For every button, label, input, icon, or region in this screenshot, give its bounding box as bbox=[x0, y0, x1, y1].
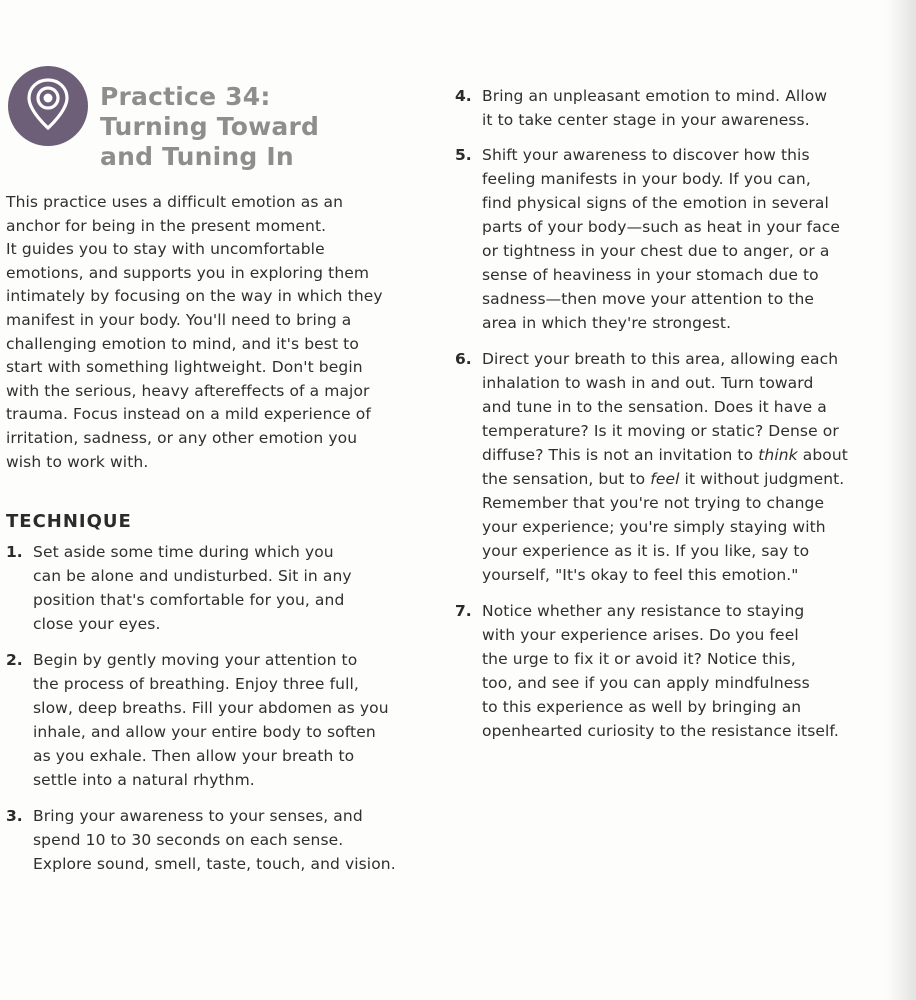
step-line: parts of your body—such as heat in your face bbox=[482, 218, 841, 236]
step-line: it to take center stage in your awareness. bbox=[482, 111, 810, 129]
step-line: sadness—then move your attention to the bbox=[482, 290, 815, 308]
step-line: Bring an unpleasant emotion to mind. Allow bbox=[482, 87, 828, 105]
intro-line: This practice uses a difficult emotion as an bbox=[6, 193, 344, 211]
step-number: 4. bbox=[455, 87, 472, 105]
intro-line: emotions, and supports you in exploring them bbox=[6, 263, 370, 282]
step-line: slow, deep breaths. Fill your abdomen as you bbox=[33, 699, 389, 717]
step-text bbox=[482, 347, 848, 587]
title-line: Turning Toward bbox=[100, 112, 320, 141]
step-text bbox=[33, 648, 389, 792]
step-line: feeling manifests in your body. If you can, bbox=[482, 170, 811, 188]
location-pin-icon bbox=[8, 66, 88, 146]
title-line: Practice 34: bbox=[100, 82, 271, 111]
step-line bbox=[482, 443, 848, 467]
step-line: Remember that you're not trying to change bbox=[482, 494, 825, 512]
practice-badge bbox=[8, 66, 88, 146]
step-number: 1. bbox=[6, 543, 23, 561]
step-line: your experience; you're simply staying with bbox=[482, 518, 826, 536]
title-line: and Tuning In bbox=[100, 142, 294, 171]
step-line: inhalation to wash in and out. Turn toward bbox=[482, 374, 814, 392]
step-number: 6. bbox=[455, 350, 472, 368]
step-number: 7. bbox=[455, 602, 472, 620]
step-text bbox=[33, 540, 352, 636]
step-line: and tune in to the sensation. Does it have a bbox=[482, 398, 827, 416]
intro-line: wish to work with. bbox=[6, 452, 149, 471]
step-line: area in which they're strongest. bbox=[482, 314, 732, 332]
step-line: yourself, "It's okay to feel this emotion." bbox=[482, 566, 799, 584]
step-line: close your eyes. bbox=[33, 615, 161, 633]
step-line: can be alone and undisturbed. Sit in any bbox=[33, 567, 352, 585]
line-segment: it without judgment. bbox=[679, 470, 845, 488]
step-number: 2. bbox=[6, 651, 23, 669]
step-text bbox=[482, 84, 827, 132]
step-line: Set aside some time during which you bbox=[33, 543, 334, 561]
line-segment: the sensation, but to bbox=[482, 470, 651, 488]
page-edge-shadow bbox=[886, 0, 916, 1000]
step-text bbox=[33, 804, 396, 876]
step-line: inhale, and allow your entire body to soften bbox=[33, 723, 376, 741]
intro-line: with the serious, heavy aftereffects of a major bbox=[6, 381, 370, 400]
emphasis-feel: feel bbox=[650, 470, 680, 488]
step-number: 5. bbox=[455, 146, 472, 164]
intro-line: start with something lightweight. Don't begin bbox=[6, 358, 363, 377]
step-line: Bring your awareness to your senses, and bbox=[33, 807, 363, 825]
step-line: with your experience arises. Do you feel bbox=[482, 626, 799, 644]
step-line: find physical signs of the emotion in several bbox=[482, 194, 829, 212]
step-line: spend 10 to 30 seconds on each sense. bbox=[33, 831, 344, 849]
step-line: Explore sound, smell, taste, touch, and vision. bbox=[33, 855, 396, 873]
step-line: temperature? Is it moving or static? Dense or bbox=[482, 422, 839, 440]
intro-line: manifest in your body. You'll need to bring a bbox=[6, 310, 352, 329]
step-text bbox=[482, 599, 839, 743]
step-line: sense of heaviness in your stomach due to bbox=[482, 266, 819, 284]
step-line: position that's comfortable for you, and bbox=[33, 591, 345, 609]
practice-title bbox=[100, 82, 430, 172]
emphasis-think: think bbox=[758, 446, 798, 464]
technique-heading: TECHNIQUE bbox=[6, 511, 132, 532]
step-line: openhearted curiosity to the resistance itself. bbox=[482, 722, 839, 740]
step-line bbox=[482, 467, 848, 491]
intro-line: trauma. Focus instead on a mild experience of bbox=[6, 405, 371, 424]
intro-line: It guides you to stay with uncomfortable bbox=[6, 240, 325, 259]
step-line: Begin by gently moving your attention to bbox=[33, 651, 358, 669]
step-line: the urge to fix it or avoid it? Notice this, bbox=[482, 650, 796, 668]
step-number: 3. bbox=[6, 807, 23, 825]
intro-line: anchor for being in the present moment. bbox=[6, 216, 327, 235]
step-line: Direct your breath to this area, allowing each bbox=[482, 350, 839, 368]
step-line: Notice whether any resistance to staying bbox=[482, 602, 805, 620]
step-line: settle into a natural rhythm. bbox=[33, 771, 255, 789]
step-line: too, and see if you can apply mindfulness bbox=[482, 674, 810, 692]
step-line: as you exhale. Then allow your breath to bbox=[33, 747, 355, 765]
step-line: to this experience as well by bringing an bbox=[482, 698, 802, 716]
step-line: your experience as it is. If you like, say to bbox=[482, 542, 810, 560]
intro-paragraph bbox=[6, 191, 426, 474]
intro-line: irritation, sadness, or any other emotion you bbox=[6, 428, 358, 447]
step-text bbox=[482, 143, 840, 335]
line-segment: diffuse? This is not an invitation to bbox=[482, 446, 759, 464]
step-line: Shift your awareness to discover how this bbox=[482, 146, 810, 164]
intro-line: intimately by focusing on the way in which they bbox=[6, 287, 383, 306]
step-line: the process of breathing. Enjoy three full, bbox=[33, 675, 359, 693]
intro-line: challenging emotion to mind, and it's best to bbox=[6, 334, 359, 353]
step-line: or tightness in your chest due to anger, or a bbox=[482, 242, 830, 260]
line-segment: about bbox=[797, 446, 848, 464]
